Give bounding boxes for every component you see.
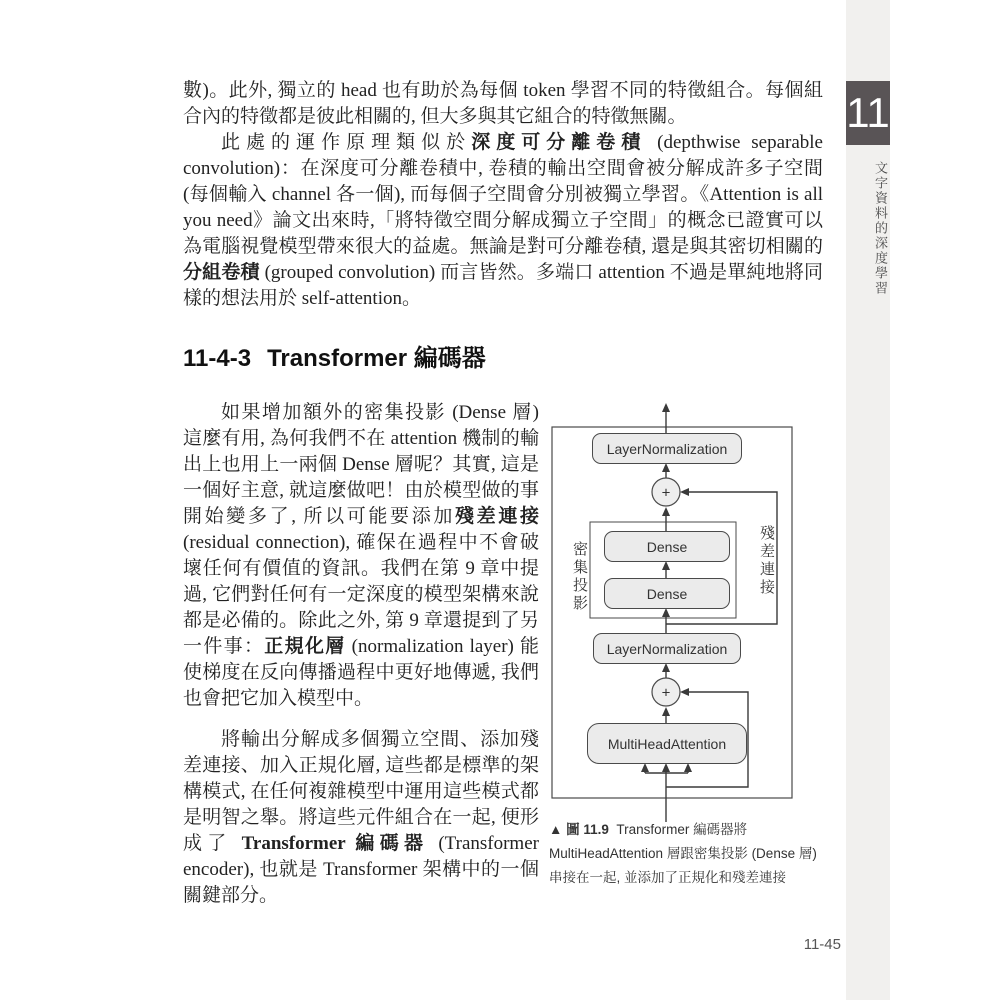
page-number: 11-45: [803, 936, 841, 953]
arrow-up-icon: [684, 763, 692, 772]
figure-caption: [549, 818, 849, 890]
figure-caption-line: ▲ 圖 11.9 Transformer 編碼器將: [549, 822, 748, 837]
arrow-up-icon: [662, 707, 670, 716]
chapter-number: 11: [846, 89, 890, 136]
chapter-number-badge: [846, 81, 890, 145]
label-dense-projection: 密集投影: [571, 541, 588, 613]
node-dense-bottom: Dense: [604, 578, 730, 609]
arrow-up-icon: [662, 507, 670, 516]
arrow-left-icon: [680, 688, 689, 696]
node-dense-top: Dense: [604, 531, 730, 562]
paragraph-intro-1: 數)。此外, 獨立的 head 也有助於為每個 token 學習不同的特徵組合。每個組合內的特徵都是彼此相關的, 但大多與其它組合的特徵無關。: [183, 80, 823, 127]
section-number: 11-4-3: [183, 345, 252, 372]
paragraph-left-1: 如果增加額外的密集投影 (Dense 層) 這麼有用, 為何我們不在 attention 機制的輸出上也用上一兩個 Dense 層呢？其實, 這是一個好主意, 就這麼做吧！由於模型做的事開始變多了, 所以可能要添加殘差連接 (residual connection), 確保在過程中不會破壞任何有價值的資訊。我們在第 9 章中提過, 它們對任何有一定深度的模型架構來說都是必備的。除此之外, 第 9 章還提到了另一件事：正規化層 (normalization layer) 能使梯度在反向傳播過程中更好地傳遞, 我們也會把它加入模型中。: [183, 402, 539, 709]
section-heading: [183, 344, 823, 374]
node-layernorm-bottom: LayerNormalization: [593, 633, 741, 664]
arrow-up-icon: [662, 763, 670, 772]
plus-icon: +: [661, 484, 671, 502]
node-multi-head-attention: MultiHeadAttention: [587, 723, 747, 764]
node-layernorm-top: LayerNormalization: [592, 433, 742, 464]
plus-icon: +: [661, 684, 671, 702]
figure-transformer-encoder: [545, 395, 845, 830]
arrow-up-icon: [662, 403, 670, 412]
chapter-title-vertical: 文字資料的深度學習: [873, 160, 888, 296]
label-residual-connection: 殘差連接: [758, 525, 775, 597]
paragraph-left-2: 將輸出分解成多個獨立空間、添加殘差連接、加入正規化層, 這些都是標準的架構模式, 在任何複雜模型中運用這些模式都是明智之舉。將這些元件組合在一起, 便形成了 Transformer 編碼器 (Transformer encoder), 也就是 Transformer 架構中的一個關鍵部分。: [183, 729, 539, 906]
arrow-up-icon: [662, 663, 670, 672]
figure-caption-line: MultiHeadAttention 層跟密集投影 (Dense 層): [549, 846, 817, 861]
left-text-column: [183, 400, 539, 909]
arrow-left-icon: [680, 488, 689, 496]
paragraph-intro-2: 此處的運作原理類似於深度可分離卷積 (depthwise separable convolution)：在深度可分離卷積中, 卷積的輸出空間會被分解成許多子空間 (每個輸入 channel 各一個), 而每個子空間會分別被獨立學習。《Attention is all you need》論文出來時,「將特徵空間分解成獨立子空間」的概念已證實可以為電腦視覺模型帶來很大的益處。無論是對可分離卷積, 還是與其密切相關的分組卷積 (grouped convolution) 而言皆然。多端口 attention 不過是單純地將同樣的想法用於 self-attention。: [183, 132, 823, 309]
chapter-sidebar: [846, 0, 890, 1000]
figure-caption-line: 串接在一起, 並添加了正規化和殘差連接: [549, 870, 787, 885]
arrow-up-icon: [641, 763, 649, 772]
section-title: Transformer 編碼器: [267, 345, 486, 372]
arrow-up-icon: [662, 463, 670, 472]
